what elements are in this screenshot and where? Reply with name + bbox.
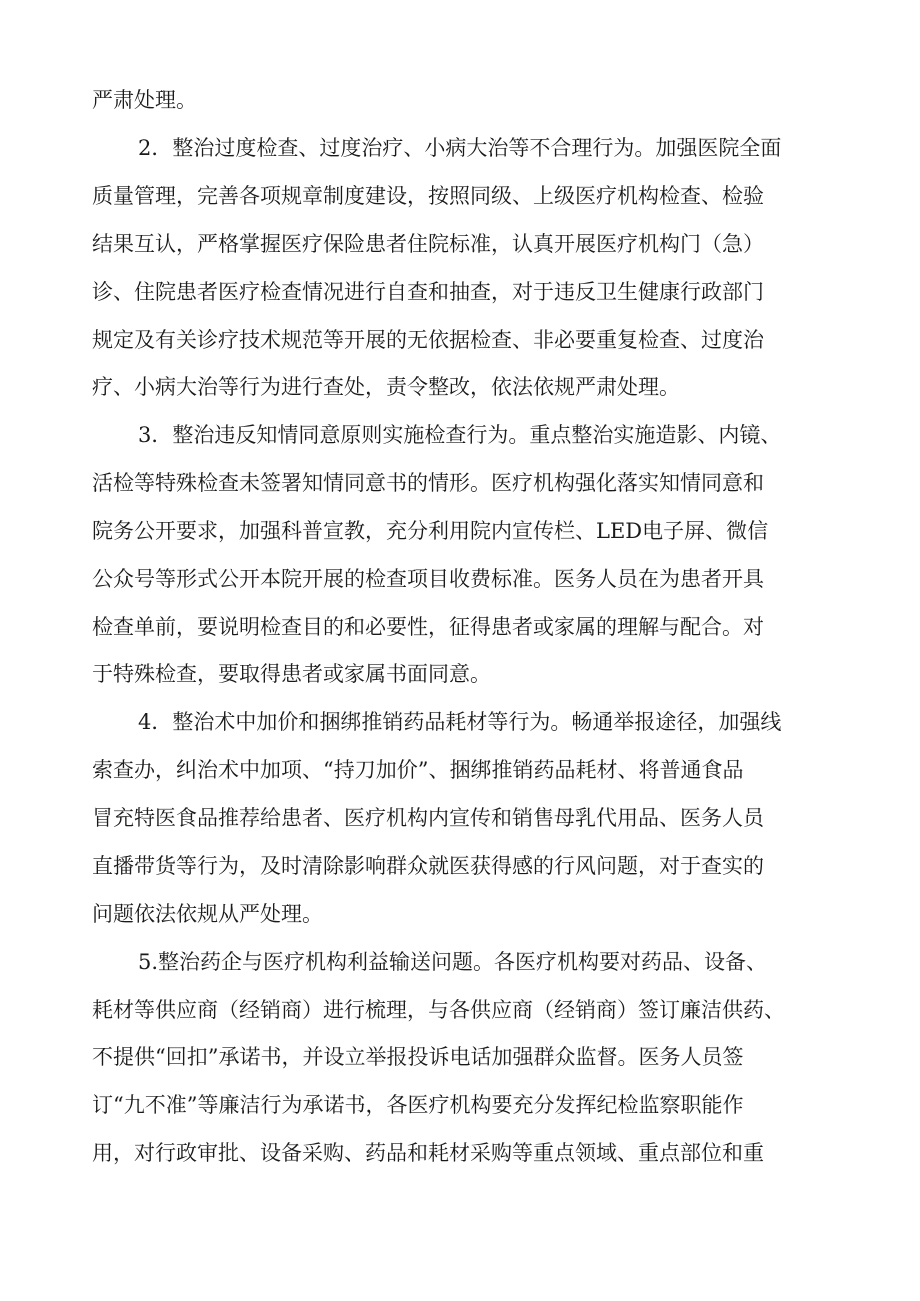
text-line: 不提供“回扣”承诺书，并设立举报投诉电话加强群众监督。医务人员签: [92, 1045, 744, 1069]
paragraph-2-start: 2．整治过度检查、过度治疗、小病大治等不合理行为。加强医院全面: [138, 136, 782, 160]
text-line: 订“九不准”等廉洁行为承诺书，各医疗机构要充分发挥纪检监察职能作: [92, 1093, 744, 1117]
text-line: 诊、住院患者医疗检查情况进行自查和抽查，对于违反卫生健康行政部门: [92, 280, 764, 304]
text-line: 院务公开要求，加强科普宣教，充分利用院内宣传栏、LED电子屏、微信: [92, 519, 769, 543]
text-line: 公众号等形式公开本院开展的检查项目收费标准。医务人员在为患者开具: [92, 567, 764, 591]
text-line: 严肃处理。: [92, 88, 197, 112]
text-line: 检查单前，要说明检查目的和必要性，征得患者或家属的理解与配合。对: [92, 615, 764, 639]
text-line: 疗、小病大治等行为进行查处，责令整改，依法依规严肃处理。: [92, 375, 680, 399]
text-line: 用，对行政审批、设备采购、药品和耗材采购等重点领域、重点部位和重: [92, 1141, 764, 1165]
text-line: 冒充特医食品推荐给患者、医疗机构内宣传和销售母乳代用品、医务人员: [92, 806, 764, 830]
text-line: 耗材等供应商（经销商）进行梳理，与各供应商（经销商）签订廉洁供药、: [92, 998, 785, 1022]
text-line: 结果互认，严格掌握医疗保险患者住院标准，认真开展医疗机构门（急）: [92, 232, 764, 256]
paragraph-4-start: 4．整治术中加价和捆绑推销药品耗材等行为。畅通举报途径，加强线: [138, 710, 782, 734]
text-line: 索查办，纠治术中加项、“持刀加价”、捆绑推销药品耗材、将普通食品: [92, 758, 744, 782]
text-line: 质量管理，完善各项规章制度建设，按照同级、上级医疗机构检查、检验: [92, 184, 764, 208]
text-line: 直播带货等行为，及时清除影响群众就医获得感的行风问题，对于查实的: [92, 854, 764, 878]
paragraph-5-start: 5.整治药企与医疗机构利益输送问题。各医疗机构要对药品、设备、: [138, 950, 768, 974]
text-line: 活检等特殊检查未签署知情同意书的情形。医疗机构强化落实知情同意和: [92, 471, 764, 495]
paragraph-3-start: 3．整治违反知情同意原则实施检查行为。重点整治实施造影、内镜、: [138, 423, 782, 447]
text-line: 于特殊检查，要取得患者或家属书面同意。: [92, 662, 491, 686]
text-line: 问题依法依规从严处理。: [92, 902, 323, 926]
text-line: 规定及有关诊疗技术规范等开展的无依据检查、非必要重复检查、过度治: [92, 328, 764, 352]
